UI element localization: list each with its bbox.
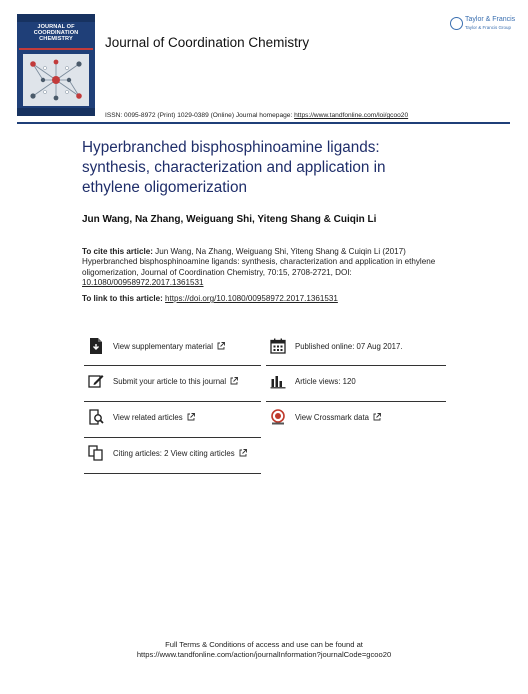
article-links-grid xyxy=(84,331,446,476)
external-link-icon xyxy=(373,413,381,421)
article-authors[interactable]: Jun Wang, Na Zhang, Weiguang Shi, Yiteng Shang & Cuiqin Li xyxy=(82,214,377,225)
citation-block xyxy=(82,247,437,289)
footer-terms-link[interactable]: https://www.tandfonline.com/action/journalInformation?journalCode=gcoo20 xyxy=(136,650,392,659)
header-divider xyxy=(17,122,510,124)
related-articles-link[interactable] xyxy=(88,404,195,430)
published-online-info xyxy=(270,333,403,359)
published-online-label: Published online: 07 Aug 2017. xyxy=(295,341,403,351)
crossmark-icon xyxy=(270,409,286,425)
issn-line: ISSN: 0095-8972 (Print) 1029-0389 (Online) Journal homepage: https://www.tandfonline.com/loi/gcoo20 xyxy=(105,112,409,119)
edit-pencil-icon xyxy=(88,373,104,389)
article-views-info xyxy=(270,368,356,394)
journal-header xyxy=(17,14,516,124)
cover-molecule-art xyxy=(23,54,89,106)
journal-name[interactable]: Journal of Coordination Chemistry xyxy=(105,35,310,50)
citing-articles-label: Citing articles: 2 View citing articles xyxy=(113,448,235,458)
search-document-icon xyxy=(88,409,104,425)
footer-terms-text: Full Terms & Conditions of access and use can be found at xyxy=(165,640,363,649)
bar-chart-icon xyxy=(270,373,286,389)
cover-title: JOURNAL OF COORDINATION CHEMISTRY xyxy=(33,24,79,42)
article-views-label: Article views: 120 xyxy=(295,376,356,386)
article-doi-link[interactable]: https://doi.org/10.1080/00958972.2017.1361531 xyxy=(165,294,338,303)
citing-articles-link[interactable] xyxy=(88,440,247,466)
publisher-logo-icon xyxy=(450,17,463,30)
calendar-icon xyxy=(270,338,286,354)
publisher-logo-line1: Taylor & Francis xyxy=(465,16,516,23)
journal-cover-image xyxy=(17,14,95,116)
supplementary-material-label: View supplementary material xyxy=(113,341,213,351)
submit-article-link[interactable] xyxy=(88,368,238,394)
citing-documents-icon xyxy=(88,445,104,461)
article-link-label: To link to this article: xyxy=(82,294,163,303)
submit-article-label: Submit your article to this journal xyxy=(113,376,227,386)
external-link-icon xyxy=(239,449,247,457)
supplementary-material-link[interactable] xyxy=(88,333,225,359)
publisher-logo[interactable] xyxy=(447,15,516,37)
article-title: Hyperbranched bisphosphinoamine ligands: synthesis, characterization and application in ethylene oligomerization xyxy=(82,139,386,196)
related-articles-label: View related articles xyxy=(113,412,183,422)
external-link-icon xyxy=(230,377,238,385)
page-footer xyxy=(0,640,528,660)
citation-label: To cite this article: xyxy=(82,247,153,256)
article-link-line xyxy=(82,294,338,303)
crossmark-link[interactable] xyxy=(270,404,381,430)
citation-text: Jun Wang, Na Zhang, Weiguang Shi, Yiteng Shang & Cuiqin Li (2017) Hyperbranched bisphosphinoamine ligands: synthesis, characterization and application in ethylene oligomerization, Journal of Coordination Chemistry, 70:15, 2708-2721, DOI: xyxy=(82,247,436,277)
supplementary-download-icon xyxy=(88,338,104,354)
journal-homepage-link[interactable]: https://www.tandfonline.com/loi/gcoo20 xyxy=(294,112,409,119)
external-link-icon xyxy=(187,413,195,421)
crossmark-label: View Crossmark data xyxy=(295,412,369,422)
external-link-icon xyxy=(217,342,225,350)
citation-doi-link[interactable]: 10.1080/00958972.2017.1361531 xyxy=(82,278,204,288)
publisher-logo-line2: Taylor & Francis Group xyxy=(465,25,512,30)
